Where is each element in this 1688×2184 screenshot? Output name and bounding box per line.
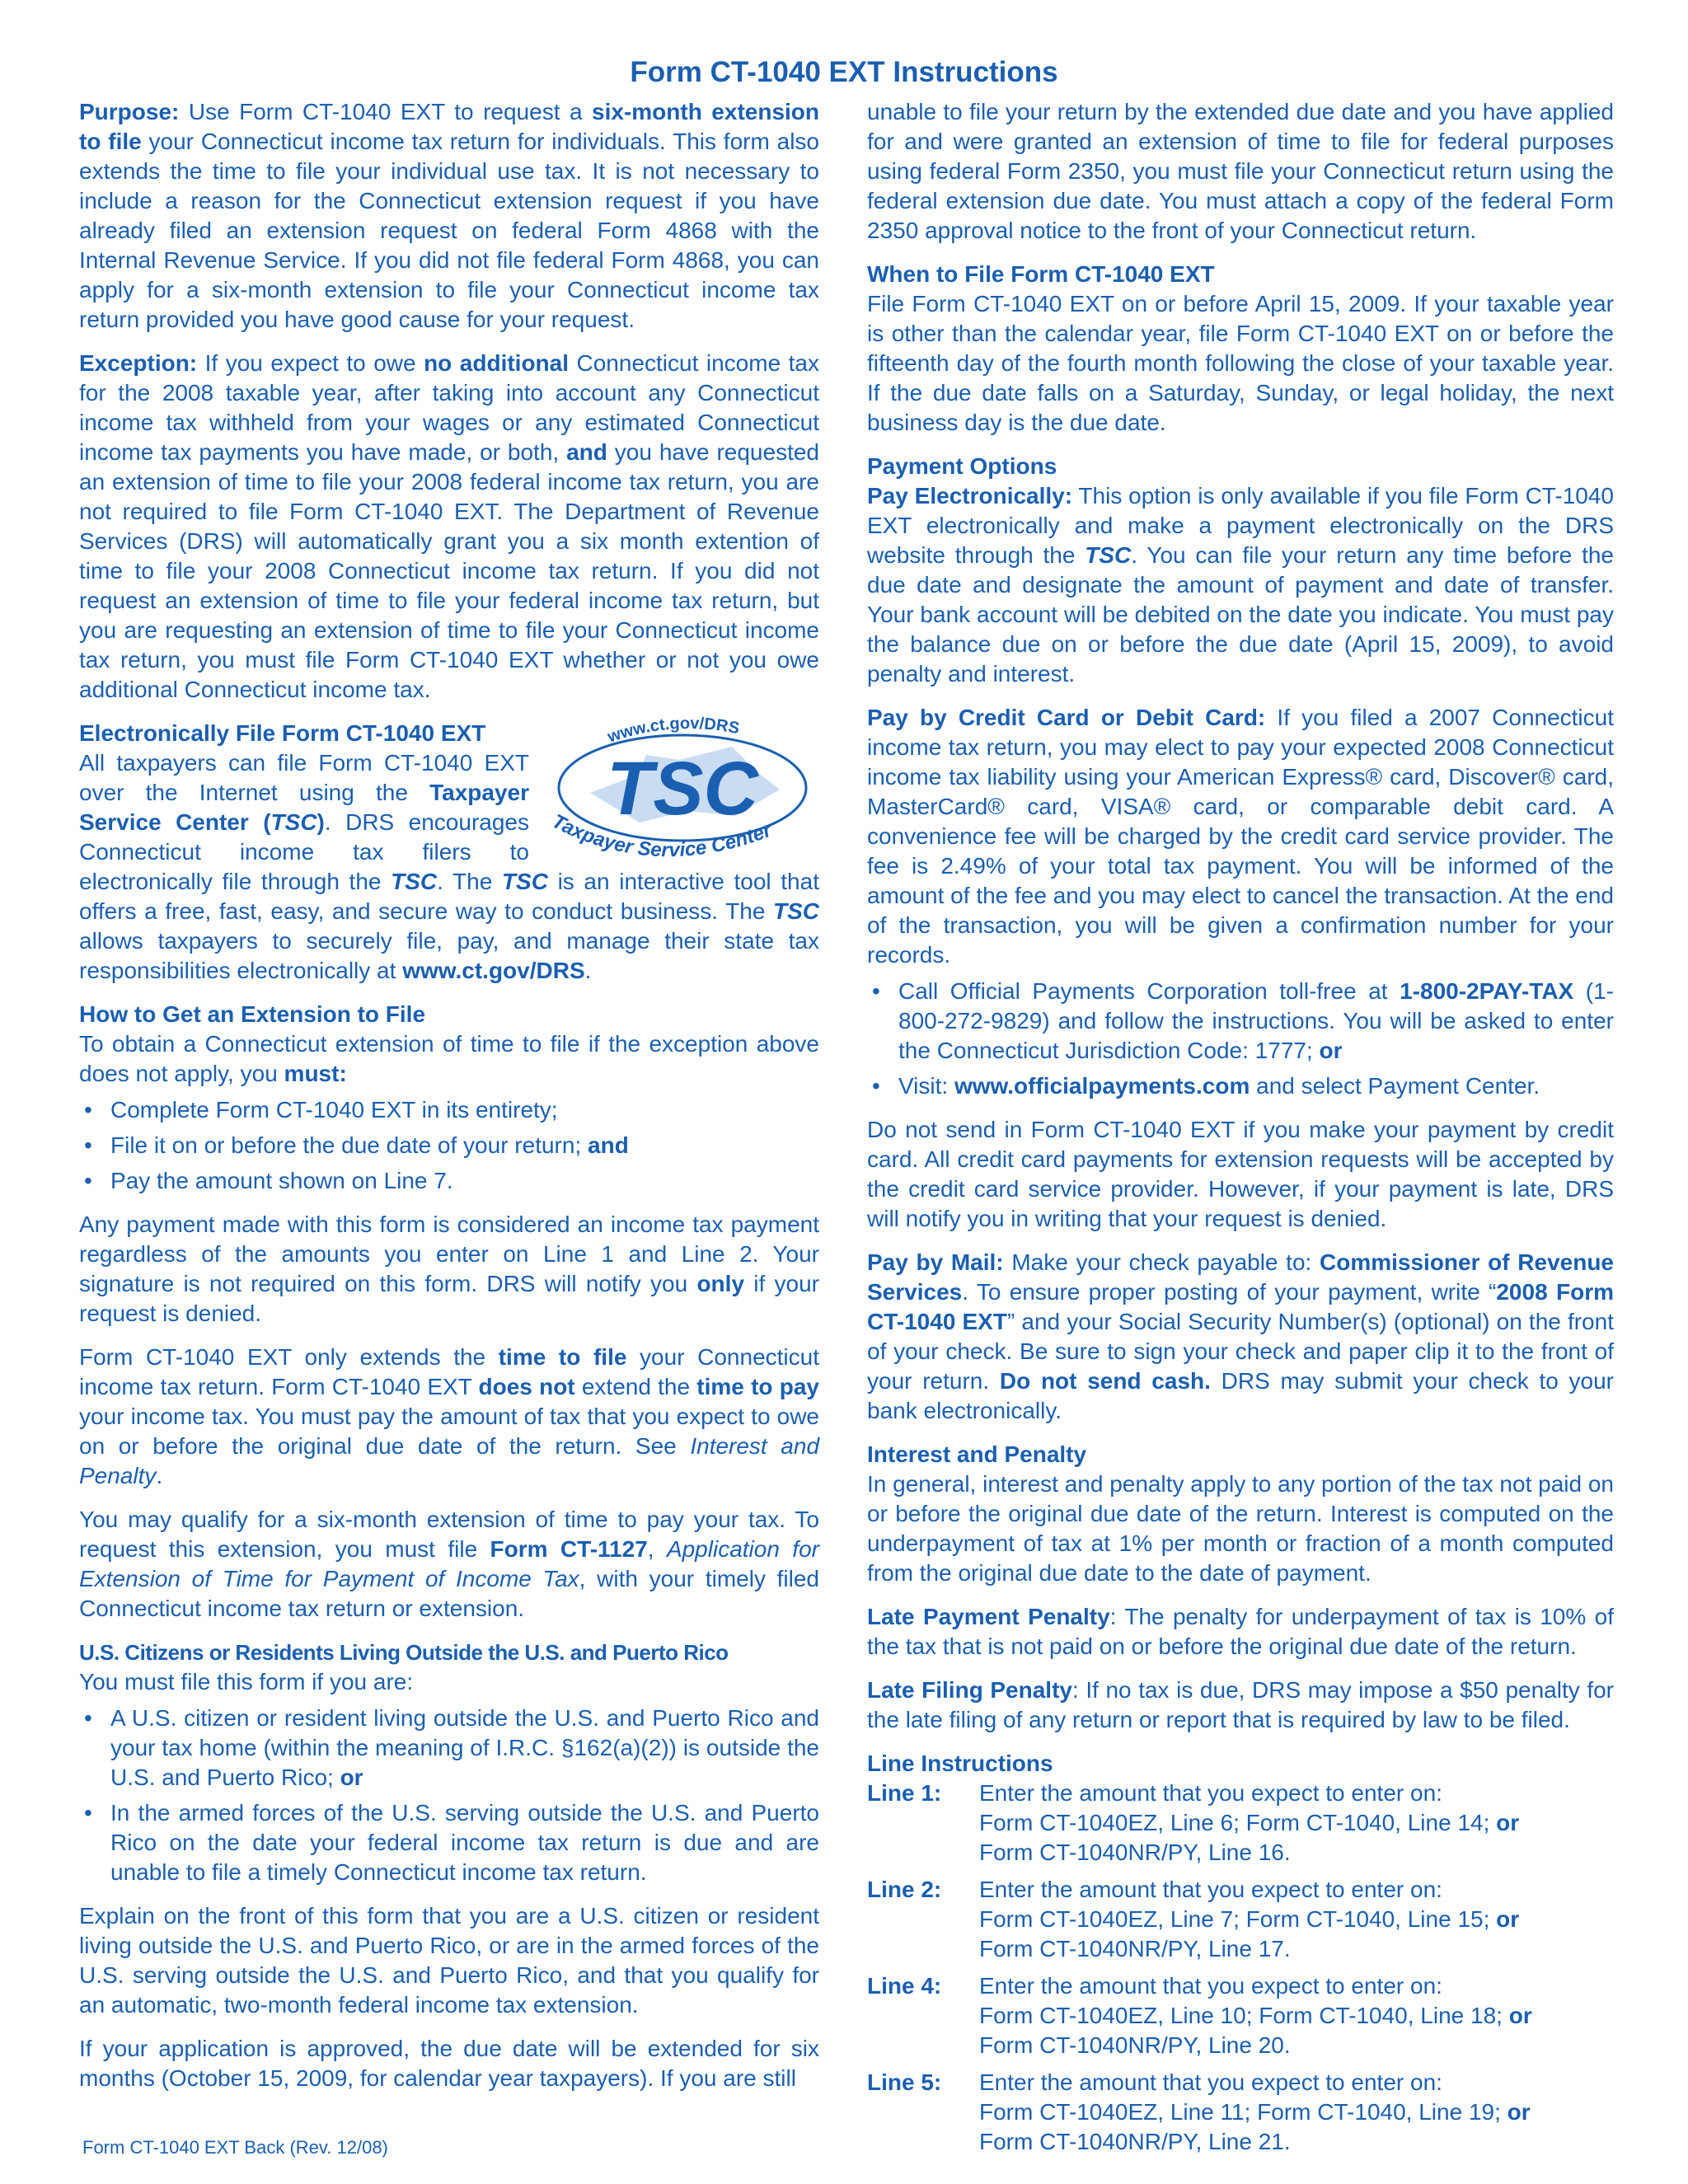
bold-span: six-month extension to file — [79, 99, 819, 154]
text-span: ” and your Social Security Number(s) (optional) on the front of your check. Be sure to sign your check and paper clip it to the front of your return. — [867, 1309, 1614, 1394]
bold-span: or — [1319, 1038, 1343, 1063]
howto-heading: How to Get an Extension to File — [79, 1001, 426, 1027]
text-span: Form CT-1040NR/PY, Line 16. — [979, 1840, 1291, 1865]
text-span: your Connecticut income tax return for individuals. This form also extends the time to file your individual use tax. It is not necessary to include a reason for the Connecticut extension request if you have already filed an extension request on federal Form 4868 with the Internal Revenue Service. If you did not file federal Form 4868, you can apply for a six-month extension to file your Connecticut income tax return provided you have good cause for your request. — [79, 129, 819, 332]
line-text — [979, 1779, 1614, 1868]
late-filing-paragraph — [867, 1675, 1614, 1735]
text-span: Form CT-1040EZ, Line 6; Form CT-1040, Line 14; — [979, 1810, 1497, 1835]
donot-paragraph: Do not send in Form CT-1040 EXT if you make your payment by credit card. All credit card payments for extension requests will be accepted by the credit card service provider. However, if your payment is late, DRS will notify you in writing that your request is denied. — [867, 1117, 1614, 1231]
text-span: Form CT-1040NR/PY, Line 17. — [979, 1936, 1291, 1961]
line-label: Line 4: — [867, 1973, 942, 1999]
line-instruction-row — [867, 1875, 1614, 1964]
bold-span: Pay by Credit Card or Debit Card: — [867, 705, 1266, 730]
svg-text:www.ct.gov/DRS — [605, 715, 741, 747]
bold-span: Form CT-1127 — [490, 1536, 648, 1562]
list-item — [79, 1166, 819, 1196]
line-text — [979, 1875, 1614, 1964]
credit-card-paragraph — [867, 703, 1614, 970]
bold-span: or — [1496, 1906, 1520, 1932]
page-footer: Form CT-1040 EXT Back (Rev. 12/08) — [82, 2137, 388, 2158]
text-span: If you filed a 2007 Connecticut income tax return, you may elect to pay your expected 2008 Connecticut income tax liability using your American Express® card, Discover® card, MasterCard® card, VISA® card, or comparable debit card. A convenience fee will be charged by the credit card service provider. The fee is 2.49% of your total tax payment. You will be informed of the amount of the fee and you may elect to cancel the transaction. At the end of the transaction, you will be given a confirmation number for your records. — [867, 705, 1615, 968]
text-span: . — [156, 1463, 163, 1488]
text-span: File it on or before the due date of your return; — [110, 1132, 588, 1158]
bold-span: Do not send cash. — [999, 1368, 1211, 1394]
interest-heading: Interest and Penalty — [867, 1441, 1087, 1467]
text-span: Form CT-1040NR/PY, Line 21. — [979, 2129, 1291, 2154]
text-span: . The — [437, 869, 502, 894]
text-span: : If no tax is due, DRS may impose a $50 penalty for the late filing of any return or report that is required by law to be filed. — [867, 1677, 1614, 1732]
bold-span: Late Payment Penalty — [867, 1604, 1110, 1629]
line-instructions-list — [867, 1779, 1614, 2157]
drs-link-text: www.ct.gov/DRS — [402, 958, 585, 983]
text-span: , — [647, 1536, 667, 1562]
bold-span: Pay by Mail: — [867, 1249, 1004, 1275]
list-item — [79, 1095, 819, 1125]
payment-options-heading: Payment Options — [867, 453, 1057, 479]
text-span: . To ensure proper posting of your payment, write “ — [962, 1279, 1497, 1305]
approved-paragraph: If your application is approved, the due date will be extended for six months (October 15, 2009, for calendar year taxpayers). If you are still — [79, 2036, 819, 2091]
text-span: Enter the amount that you expect to enter on: — [979, 2069, 1442, 2095]
bold-span: time to file — [498, 1344, 627, 1370]
text-span: extend the — [574, 1374, 697, 1399]
line-instruction-row — [867, 1779, 1614, 1868]
bold-span: Commissioner of Revenue Services — [867, 1249, 1614, 1305]
tsc-tagline: Taxpayer Service Center — [548, 809, 775, 860]
list-item — [79, 1131, 819, 1160]
text-span: Call Official Payments Corporation toll-free at — [898, 978, 1400, 1004]
citizens-intro: You must file this form if you are: — [79, 1669, 414, 1694]
left-column — [79, 97, 819, 2107]
tsc-emphasis: TSC — [501, 869, 548, 894]
text-span: and select Payment Center. — [1250, 1073, 1540, 1099]
phone-number: 1-800-2PAY-TAX — [1400, 978, 1574, 1004]
text-span: Form CT-1040EZ, Line 11; Form CT-1040, Line 19; — [979, 2099, 1507, 2125]
qualify-paragraph — [79, 1505, 819, 1624]
bold-span: must: — [284, 1061, 347, 1086]
text-span: your income tax. You must pay the amount of tax that you expect to owe on or before the original due date of the return. See — [79, 1404, 819, 1459]
tsc-emphasis: TSC — [773, 898, 819, 924]
text-span: your Connecticut income tax return. Form CT-1040 EXT — [79, 1344, 820, 1399]
text-span: Connecticut income tax for the 2008 taxable year, after taking into account any Connecticut income tax withheld from your wages or any estimated Connecticut income tax payments you have made, or both, — [79, 350, 819, 465]
citizens-list — [79, 1704, 819, 1887]
text-span: : The penalty for underpayment of tax is 10% of the tax that is not paid on or before the original due date of the return. — [867, 1604, 1614, 1659]
bold-span: ) — [316, 809, 325, 835]
text-span: Visit: — [898, 1073, 954, 1099]
line-instruction-row — [867, 1971, 1614, 2060]
line-text — [979, 1971, 1614, 2060]
tsc-letters: TSC — [607, 747, 758, 831]
list-item — [79, 1798, 819, 1887]
line-instructions-heading: Line Instructions — [867, 1750, 1053, 1776]
exception-paragraph — [79, 349, 819, 705]
line-label: Line 5: — [867, 2069, 942, 2095]
bold-span: Pay Electronically: — [867, 483, 1073, 509]
list-item — [867, 977, 1614, 1066]
line-label: Line 2: — [867, 1877, 942, 1902]
text-span: if your request is denied. — [79, 1271, 819, 1326]
line-text — [979, 2068, 1614, 2157]
text-span: . — [584, 958, 592, 983]
bold-span: Late Filing Penalty — [867, 1677, 1072, 1703]
text-span: . You can file your return any time before the due date and designate the amount of payment and date of transfer. Your bank account will be debited on the date you indicate. You must pay the balance due on or before the due date (April 15, 2009), to avoid penalty and interest. — [867, 542, 1614, 687]
text-span: A U.S. citizen or resident living outside the U.S. and Puerto Rico and your tax home (within the meaning of I.R.C. §162(a)(2)) is outside the U.S. and Puerto Rico; — [110, 1705, 819, 1790]
text-span: Pay the amount shown on Line 7. — [110, 1168, 453, 1193]
bold-span: only — [696, 1271, 745, 1296]
text-span: Any payment made with this form is considered an income tax payment regardless of the amounts you enter on Line 1 and Line 2. Your signature is not required on this form. DRS will notify you — [79, 1212, 819, 1296]
exception-label: Exception: — [79, 350, 198, 376]
bold-span: Taxpayer Service Center ( — [79, 780, 529, 835]
page-title: Form CT-1040 EXT Instructions — [630, 56, 1058, 88]
howto-paragraph — [79, 1029, 819, 1089]
pay-electronically-paragraph — [867, 481, 1614, 689]
bold-span: does not — [478, 1374, 575, 1399]
text-span: Form CT-1040EZ, Line 7; Form CT-1040, Line 15; — [979, 1906, 1497, 1932]
text-span: Complete Form CT-1040 EXT in its entirety; — [110, 1097, 558, 1122]
bold-span: time to pay — [696, 1374, 819, 1399]
bold-span: or — [1508, 2003, 1532, 2028]
text-span: Use Form CT-1040 EXT to request a — [179, 99, 593, 124]
text-span: Form CT-1040 EXT only extends the — [79, 1344, 499, 1370]
tsc-logo — [541, 714, 824, 860]
italic-span: Application for Extension of Time for Payment of Income Tax — [79, 1536, 819, 1591]
pay-by-mail-paragraph — [867, 1248, 1614, 1426]
text-span: you have requested an extension of time to file your 2008 federal income tax return, you are not required to file Form CT-1040 EXT. The Department of Revenue Services (DRS) will automatically grant you a six month extention of time to file your 2008 Connecticut income tax return. If you did not request an extension of time to file your federal income tax return, but you are requesting an extension of time to file your Connecticut income tax return, you must file Form CT-1040 EXT whether or not you owe additional Connecticut income tax. — [79, 439, 819, 702]
line-instruction-row — [867, 2068, 1614, 2157]
tsc-emphasis: TSC — [270, 809, 317, 835]
text-span: In the armed forces of the U.S. serving outside the U.S. and Puerto Rico on the date your federal income tax return is due and are unable to file a timely Connecticut income tax return. — [110, 1800, 819, 1885]
text-span: Form CT-1040NR/PY, Line 20. — [979, 2032, 1291, 2058]
official-payments-link-text: www.officialpayments.com — [954, 1073, 1250, 1099]
text-span: If you expect to owe — [197, 350, 424, 376]
text-span: , with your timely filed Connecticut income tax return or extension. — [79, 1566, 820, 1621]
text-span: This option is only available if you file Form CT-1040 EXT electronically and make a payment electronically on the DRS website through the — [867, 483, 1614, 568]
efile-section — [79, 714, 819, 986]
text-span: All taxpayers can file Form CT-1040 EXT over the Internet using the — [79, 750, 529, 805]
text-span: You may qualify for a six-month extension of time to pay your tax. To request this extension, you must file — [79, 1507, 819, 1562]
right-column — [867, 97, 1614, 2164]
text-span: Enter the amount that you expect to enter on: — [979, 1780, 1442, 1806]
line-label: Line 1: — [867, 1780, 942, 1806]
extends-paragraph — [79, 1343, 819, 1491]
bold-span: or — [1507, 2099, 1531, 2125]
citizens-heading: U.S. Citizens or Residents Living Outside the U.S. and Puerto Rico — [79, 1640, 729, 1665]
text-span: To obtain a Connecticut extension of time to file if the exception above does not apply, you — [79, 1031, 819, 1086]
interest-paragraph: In general, interest and penalty apply to any portion of the tax not paid on or before the original due date of the return. Interest is computed on the underpayment of tax at 1% per month or fraction of a month computed from the original due date to the date of payment. — [867, 1471, 1614, 1586]
efile-heading: Electronically File Form CT-1040 EXT — [79, 720, 486, 746]
text-span: Form CT-1040EZ, Line 10; Form CT-1040, Line 18; — [979, 2003, 1509, 2028]
tsc-url-text: www.ct.gov/DRS — [605, 714, 741, 747]
text-span: DRS may submit your check to your bank electronically. — [867, 1368, 1614, 1423]
tsc-emphasis: TSC — [391, 869, 438, 894]
purpose-label: Purpose: — [79, 99, 180, 124]
credit-card-list — [867, 977, 1614, 1101]
tsc-emphasis: TSC — [1085, 542, 1132, 568]
text-span: Enter the amount that you expect to enter on: — [979, 1973, 1442, 1999]
text-span: . DRS encourages Connecticut income tax filers to electronically file through the — [79, 809, 529, 894]
text-span: (1-800-272-9829) and follow the instructions. You will be asked to enter the Connecticut Jurisdiction Code: 1777; — [898, 978, 1614, 1063]
bold-span: or — [1496, 1810, 1520, 1835]
payment-paragraph — [79, 1210, 819, 1329]
text-span: allows taxpayers to securely file, pay, and manage their state tax responsibilities electronically at — [79, 928, 819, 983]
text-span: is an interactive tool that offers a free, fast, easy, and secure way to conduct business. The — [79, 869, 819, 924]
bold-span: and — [566, 439, 607, 465]
bold-span: no additional — [424, 350, 570, 376]
text-span: Make your check payable to: — [1003, 1249, 1320, 1275]
purpose-paragraph — [79, 97, 819, 335]
text-span: Enter the amount that you expect to enter on: — [979, 1877, 1442, 1902]
list-item — [79, 1704, 819, 1793]
explain-paragraph: Explain on the front of this form that you are a U.S. citizen or resident living outside the U.S. and Puerto Rico, or are in the armed forces of the U.S. serving outside the U.S. and Puerto Rico, and that you qualify for an automatic, two-month federal income tax extension. — [79, 1903, 819, 2018]
when-paragraph: File Form CT-1040 EXT on or before April 15, 2009. If your taxable year is other than the calendar year, file Form CT-1040 EXT on or before the fifteenth day of the fourth month following the close of your taxable year. If the due date falls on a Saturday, Sunday, or legal holiday, the next business day is the due date. — [867, 291, 1614, 435]
italic-span: Interest and Penalty — [79, 1433, 820, 1488]
when-heading: When to File Form CT-1040 EXT — [867, 261, 1215, 287]
bold-span: and — [588, 1132, 629, 1158]
bold-span: 2008 Form CT-1040 EXT — [867, 1279, 1614, 1334]
howto-list — [79, 1095, 819, 1196]
list-item — [867, 1071, 1614, 1101]
continued-paragraph: unable to file your return by the extended due date and you have applied for and were granted an extension of time to file for federal purposes using federal Form 2350, you must file your Connecticut return using the federal extension due date. You must attach a copy of the federal Form 2350 approval notice to the front of your Connecticut return. — [867, 99, 1614, 243]
late-payment-paragraph — [867, 1602, 1614, 1661]
bold-span: or — [340, 1765, 363, 1790]
